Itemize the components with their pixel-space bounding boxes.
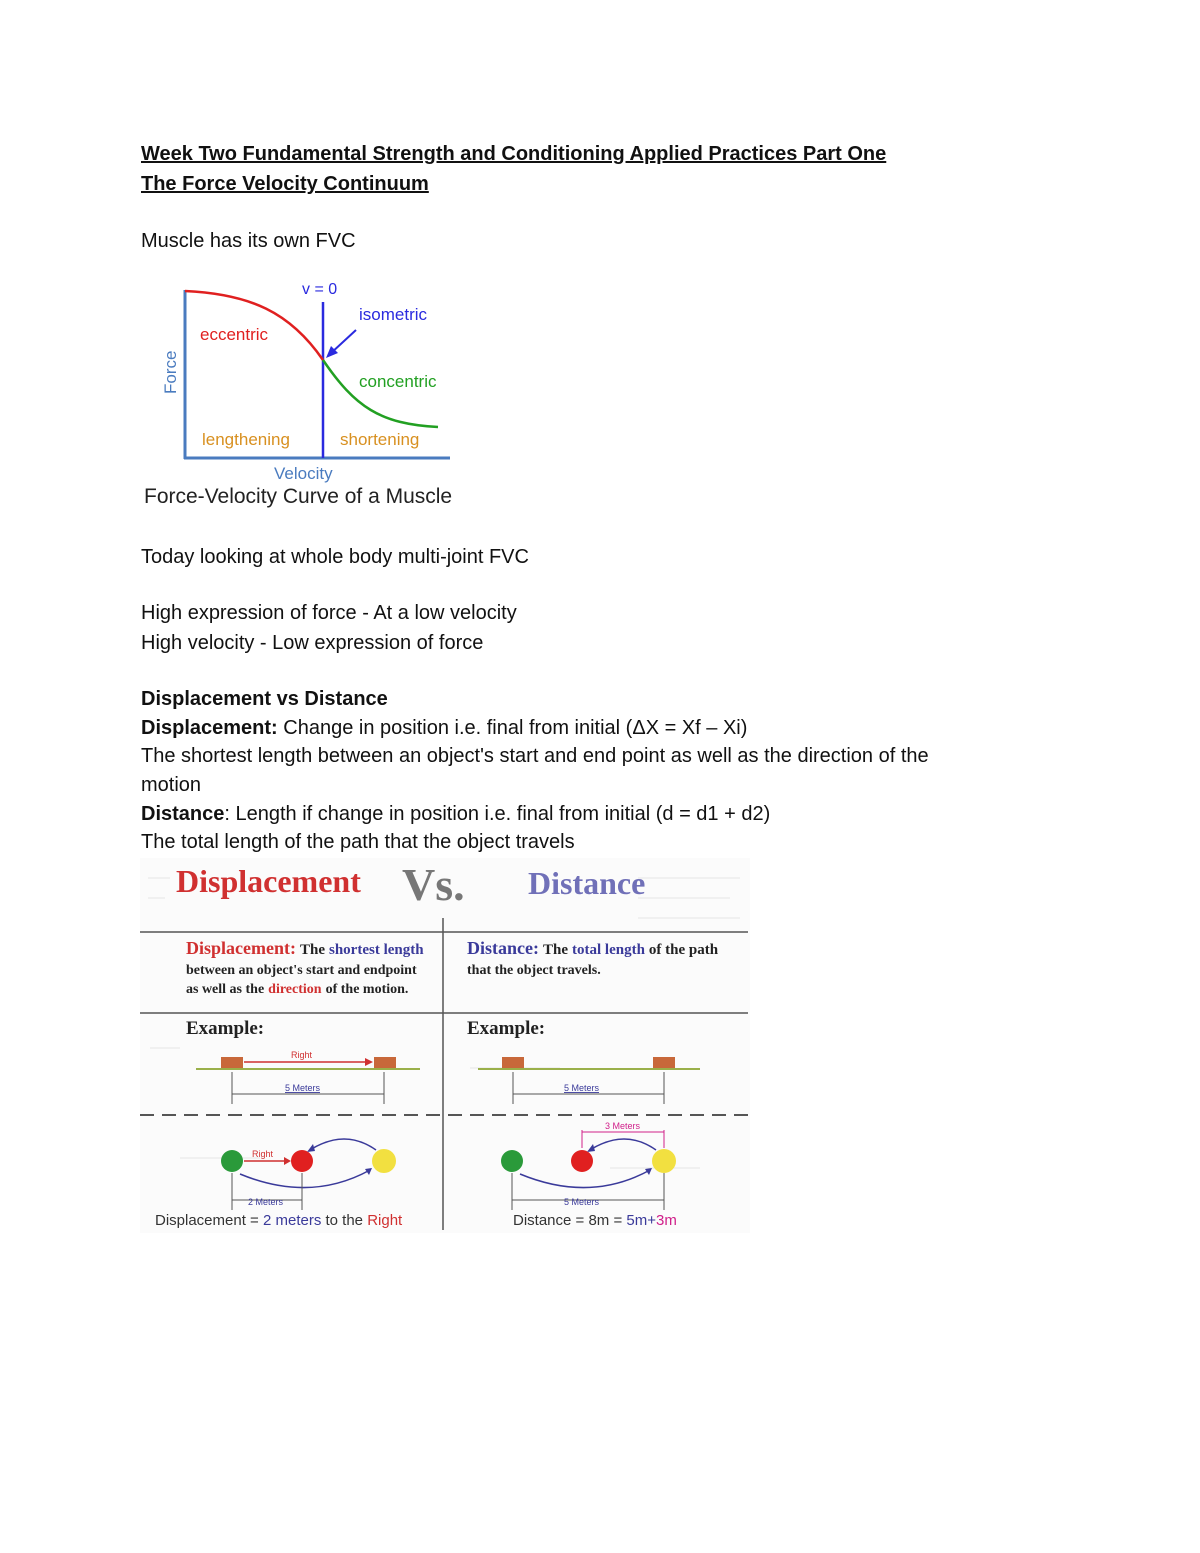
isometric-label: isometric xyxy=(359,305,428,324)
velocity-axis-label: Velocity xyxy=(274,464,333,483)
right-definition-line2: that the object travels. xyxy=(467,963,601,978)
right-start-box xyxy=(502,1057,524,1068)
left-two-meters: 2 Meters xyxy=(248,1197,284,1207)
distance-explanation: The total length of the path that the object travels xyxy=(141,831,575,853)
displacement-term: Displacement: xyxy=(141,717,278,739)
left-definition-line2: between an object's start and endpoint xyxy=(186,963,417,978)
header-vs: Vs. xyxy=(402,859,465,910)
force-axis-label: Force xyxy=(161,350,180,394)
left-definition-line3: as well as the direction of the motion. xyxy=(186,982,409,997)
document-title: Week Two Fundamental Strength and Conditioning Applied Practices Part One xyxy=(141,143,887,165)
distance-term: Distance xyxy=(141,803,225,825)
lengthening-label: lengthening xyxy=(202,430,290,449)
v0-label: v = 0 xyxy=(302,281,338,298)
displacement-result: Displacement = 2 meters to the Right xyxy=(155,1212,403,1229)
concentric-curve xyxy=(323,360,438,427)
left-yellow-ball xyxy=(372,1149,396,1173)
left-red-ball xyxy=(291,1150,313,1172)
shortening-label: shortening xyxy=(340,430,420,449)
left-example-label: Example: xyxy=(186,1018,265,1039)
section-heading: Displacement vs Distance xyxy=(141,688,388,710)
right-five-meters-2: 5 Meters xyxy=(564,1197,600,1207)
distance-definition xyxy=(141,802,770,826)
force-velocity-figure xyxy=(140,272,500,517)
right-three-meters: 3 Meters xyxy=(605,1121,641,1131)
distance-result: Distance = 8m = 5m+3m xyxy=(513,1212,677,1229)
left-ball-right-label: Right xyxy=(252,1149,274,1159)
high-force-text: High expression of force - At a low velocity xyxy=(141,602,517,624)
left-right-label: Right xyxy=(291,1050,313,1060)
left-start-box xyxy=(221,1057,243,1068)
displacement-explanation-1: The shortest length between an object's start and end point as well as the direction of the xyxy=(141,745,929,767)
right-red-ball xyxy=(571,1150,593,1172)
right-end-box xyxy=(653,1057,675,1068)
right-green-ball xyxy=(501,1150,523,1172)
muscle-fvc-text: Muscle has its own FVC xyxy=(141,230,356,252)
left-green-ball xyxy=(221,1150,243,1172)
distance-def-text: : Length if change in position i.e. final from initial (d = d1 + d2) xyxy=(224,803,771,825)
concentric-label: concentric xyxy=(359,372,437,391)
displacement-definition xyxy=(141,716,747,740)
displacement-vs-distance-figure xyxy=(140,858,750,1233)
displacement-def-text: Change in position i.e. final from initial (ΔX = Xf – Xi) xyxy=(277,717,748,739)
right-example-label: Example: xyxy=(467,1018,546,1039)
right-yellow-ball xyxy=(652,1149,676,1173)
displacement-explanation-2: motion xyxy=(141,774,202,796)
left-end-box xyxy=(374,1057,396,1068)
left-five-meters: 5 Meters xyxy=(285,1083,321,1093)
right-five-meters: 5 Meters xyxy=(564,1083,600,1093)
document-subtitle: The Force Velocity Continuum xyxy=(141,173,429,195)
right-definition-line1: Distance: The total length of the path xyxy=(467,938,719,958)
left-definition-line1: Displacement: The shortest length xyxy=(186,938,424,958)
eccentric-label: eccentric xyxy=(200,325,269,344)
high-velocity-text: High velocity - Low expression of force xyxy=(141,632,484,654)
header-distance: Distance xyxy=(528,865,646,901)
header-displacement: Displacement xyxy=(176,863,361,899)
figure-caption: Force-Velocity Curve of a Muscle xyxy=(144,485,453,508)
today-text: Today looking at whole body multi-joint FVC xyxy=(141,546,529,568)
